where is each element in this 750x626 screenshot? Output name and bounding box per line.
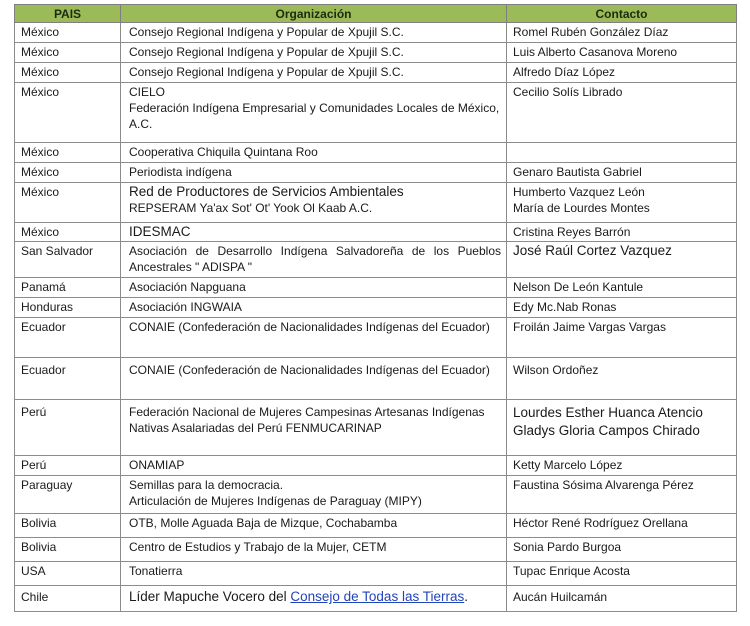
cell-pais: México [15, 63, 121, 83]
table-row [15, 278, 737, 298]
cell-organizacion: OTB, Molle Aguada Baja de Mizque, Cochabamba [121, 514, 507, 538]
cell-organizacion [121, 83, 507, 143]
cell-contacto: Cristina Reyes Barrón [507, 223, 737, 242]
cell-contacto: Cecilio Solís Librado [507, 83, 737, 143]
table-row [15, 83, 737, 143]
table-row [15, 400, 737, 456]
cell-organizacion: Asociación Napguana [121, 278, 507, 298]
cell-pais: Ecuador [15, 358, 121, 400]
cell-pais: Perú [15, 456, 121, 476]
cell-contacto: José Raúl Cortez Vazquez [507, 242, 737, 278]
cell-organizacion: Consejo Regional Indígena y Popular de Xpujil S.C. [121, 23, 507, 43]
cell-organizacion: IDESMAC [121, 223, 507, 242]
cell-contacto: Alfredo Díaz López [507, 63, 737, 83]
table-row [15, 298, 737, 318]
cell-contacto: Sonia Pardo Burgoa [507, 538, 737, 562]
table-row [15, 23, 737, 43]
cell-organizacion [121, 476, 507, 514]
cell-contacto: Edy Mc.Nab Ronas [507, 298, 737, 318]
table-row [15, 358, 737, 400]
cell-contacto [507, 183, 737, 223]
cell-contacto: Nelson De León Kantule [507, 278, 737, 298]
cell-pais: Bolivia [15, 514, 121, 538]
header-pais: PAIS [15, 5, 121, 23]
contact-line: Gladys Gloria Campos Chirado [513, 423, 700, 438]
table-row [15, 223, 737, 242]
org-line: Federación Indígena Empresarial y Comunidades Locales de México, A.C. [129, 101, 500, 131]
cell-pais: Perú [15, 400, 121, 456]
cell-contacto: Froilán Jaime Vargas Vargas [507, 318, 737, 358]
header-contacto: Contacto [507, 5, 737, 23]
table-row [15, 586, 737, 612]
cell-pais: México [15, 83, 121, 143]
cell-contacto: Luis Alberto Casanova Moreno [507, 43, 737, 63]
org-line: REPSERAM Ya'ax Sot' Ot' Yook Ol Kaab A.C. [129, 201, 373, 215]
table-row [15, 43, 737, 63]
cell-pais: Ecuador [15, 318, 121, 358]
table-row [15, 476, 737, 514]
table-row [15, 514, 737, 538]
cell-pais: México [15, 43, 121, 63]
cell-organizacion: Consejo Regional Indígena y Popular de Xpujil S.C. [121, 43, 507, 63]
cell-organizacion: CONAIE (Confederación de Nacionalidades Indígenas del Ecuador) [121, 318, 507, 358]
cell-contacto: Tupac Enrique Acosta [507, 562, 737, 586]
cell-pais: Honduras [15, 298, 121, 318]
org-tail: . [464, 589, 468, 604]
cell-pais: México [15, 143, 121, 163]
cell-pais: México [15, 223, 121, 242]
cell-organizacion: Periodista indígena [121, 163, 507, 183]
header-organizacion: Organización [121, 5, 507, 23]
cell-contacto: Faustina Sósima Alvarenga Pérez [507, 476, 737, 514]
table-row [15, 183, 737, 223]
cell-contacto: Wilson Ordoñez [507, 358, 737, 400]
organizations-table [14, 4, 737, 612]
cell-contacto [507, 400, 737, 456]
consejo-link[interactable]: Consejo de Todas las Tierras [290, 589, 465, 604]
header-row [15, 5, 737, 23]
cell-contacto: Genaro Bautista Gabriel [507, 163, 737, 183]
cell-pais: Panamá [15, 278, 121, 298]
cell-pais: Bolivia [15, 538, 121, 562]
table-row [15, 143, 737, 163]
cell-organizacion: ONAMIAP [121, 456, 507, 476]
org-line: Semillas para la democracia. [129, 478, 284, 492]
cell-organizacion: Federación Nacional de Mujeres Campesinas Artesanas Indígenas Nativas Asalariadas del Perú FENMUCARINAP [121, 400, 507, 456]
table-row [15, 456, 737, 476]
table-row [15, 318, 737, 358]
cell-pais: México [15, 163, 121, 183]
cell-contacto [507, 143, 737, 163]
org-text: Líder Mapuche Vocero del [129, 589, 291, 604]
org-line: Red de Productores de Servicios Ambientales [129, 184, 404, 199]
table-row [15, 163, 737, 183]
cell-organizacion [121, 183, 507, 223]
table-row [15, 242, 737, 278]
cell-organizacion: Cooperativa Chiquila Quintana Roo [121, 143, 507, 163]
table-row [15, 562, 737, 586]
cell-organizacion: Asociación de Desarrollo Indígena Salvadoreña de los Pueblos Ancestrales " ADISPA " [121, 242, 507, 278]
contact-line: Humberto Vazquez León [513, 185, 645, 199]
cell-contacto: Romel Rubén González Díaz [507, 23, 737, 43]
table-row [15, 538, 737, 562]
cell-pais: Chile [15, 586, 121, 612]
cell-organizacion: Tonatierra [121, 562, 507, 586]
cell-organizacion: Consejo Regional Indígena y Popular de Xpujil S.C. [121, 63, 507, 83]
org-line: Articulación de Mujeres Indígenas de Paraguay (MIPY) [129, 494, 422, 508]
contact-line: Lourdes Esther Huanca Atencio [513, 405, 703, 420]
cell-organizacion: Centro de Estudios y Trabajo de la Mujer, CETM [121, 538, 507, 562]
org-line: CIELO [129, 85, 166, 99]
cell-contacto: Aucán Huilcamán [507, 586, 737, 612]
cell-contacto: Ketty Marcelo López [507, 456, 737, 476]
cell-pais: USA [15, 562, 121, 586]
cell-pais: San Salvador [15, 242, 121, 278]
table-row [15, 63, 737, 83]
cell-organizacion: Asociación INGWAIA [121, 298, 507, 318]
cell-pais: México [15, 183, 121, 223]
cell-organizacion: CONAIE (Confederación de Nacionalidades Indígenas del Ecuador) [121, 358, 507, 400]
cell-contacto: Héctor René Rodríguez Orellana [507, 514, 737, 538]
contact-line: María de Lourdes Montes [513, 201, 650, 215]
cell-pais: Paraguay [15, 476, 121, 514]
cell-pais: México [15, 23, 121, 43]
cell-organizacion [121, 586, 507, 612]
